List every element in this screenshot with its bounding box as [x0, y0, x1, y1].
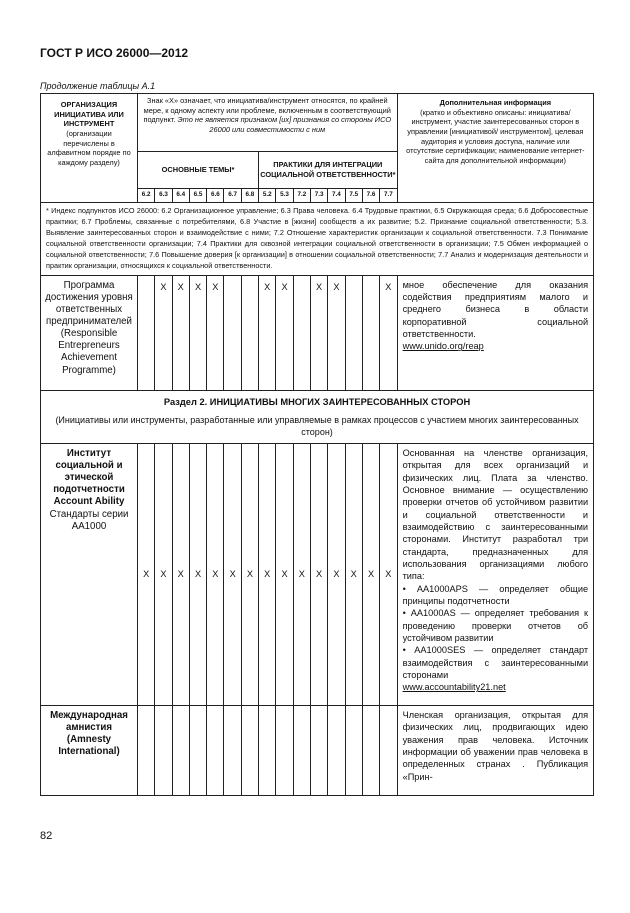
- subclause-code: 7.6: [362, 189, 379, 203]
- subclause-code: 6.4: [172, 189, 189, 203]
- x-mark-cell: [276, 705, 293, 795]
- x-mark-cell: [207, 705, 224, 795]
- x-mark-cell: X: [189, 443, 206, 705]
- section-2-header: [41, 390, 594, 443]
- x-mark-cell: X: [138, 443, 155, 705]
- x-mark-note: [138, 94, 398, 152]
- additional-info-reap: [397, 275, 594, 390]
- x-mark-cell: [293, 705, 310, 795]
- website-link[interactable]: www.unido.org/reap: [402, 341, 484, 352]
- bullet-item: • АА1000SES — определяет стандарт взаимодействия с заинтересованными сторонами: [402, 645, 589, 680]
- subclause-code: 7.3: [310, 189, 327, 203]
- initiatives-table: [40, 93, 594, 796]
- x-mark-cell: X: [241, 443, 258, 705]
- additional-info-accountability: [397, 443, 594, 705]
- x-mark-cell: [224, 705, 241, 795]
- org-name-bold: Институт социальной и этической подотчетности Account Ability: [53, 447, 125, 508]
- x-mark-cell: X: [276, 275, 293, 390]
- bullet-item: • АА1000AS — определяет требования к проведению проверки отчетов об устойчивом развитии: [402, 608, 589, 643]
- x-mark-cell: X: [224, 443, 241, 705]
- x-mark-cell: [345, 275, 362, 390]
- subclause-code: 6.5: [189, 189, 206, 203]
- x-mark-cell: X: [259, 275, 276, 390]
- practices-header: ПРАКТИКИ ДЛЯ ИНТЕГРАЦИИ СОЦИАЛЬНОЙ ОТВЕТСТВЕННОСТИ*: [259, 152, 398, 189]
- subclause-code: 7.5: [345, 189, 362, 203]
- additional-info-amnesty: [397, 705, 594, 795]
- x-mark-cell: X: [207, 443, 224, 705]
- x-note-italic: Это не является признаком [их] признания со стороны ИСО 26000 или совместимости с ним: [177, 115, 392, 134]
- x-mark-cell: [189, 705, 206, 795]
- x-mark-cell: X: [328, 275, 345, 390]
- subclause-code: 6.3: [155, 189, 172, 203]
- subclause-code: 7.7: [380, 189, 397, 203]
- core-themes-header: ОСНОВНЫЕ ТЕМЫ*: [138, 152, 259, 189]
- org-column-header: [41, 94, 138, 203]
- org-name-amnesty: Международная амнистия (Amnesty International): [41, 705, 138, 795]
- subclause-code: 5.2: [259, 189, 276, 203]
- subclause-code: 6.2: [138, 189, 155, 203]
- x-mark-cell: [345, 705, 362, 795]
- subclause-footnote: * Индекс подпунктов ИСО 26000: 6.2 Организационное управление; 6.3 Права человека. 6.4 Трудовые практики, 6.5 Окружающая среда; 6.6 Добросовестные практики; 6.7 Проблемы, связанные с потребителями, 6.8 Участие в [жизни] сообществ а их развитие; 5.2. Признание социальной ответственности; 5.3. Выявление заинтересованных сторон и взаимодействие с ними; 7.2 Отношение характеристик организации к социальной ответственности. 7.3 Понимание социальной ответственности организации; 7.4 Практики для сквозной интеграции социальной ответственности в организации; 7.5 Обмен информацией о социальной ответственности; 7.6 Повышение доверия [к организации] в отношении социальной ответственности; 7.7 Анализ и модернизация деятельности и практик организации, относящихся к социальной ответственности.: [41, 203, 594, 276]
- additional-info-title: Дополнительная информация: [439, 98, 552, 107]
- subclause-code: 7.4: [328, 189, 345, 203]
- x-mark-cell: X: [155, 275, 172, 390]
- x-mark-cell: X: [172, 443, 189, 705]
- x-mark-cell: [310, 705, 327, 795]
- table-continuation-caption: Продолжение таблицы А.1: [40, 81, 156, 91]
- org-name-reap: Программа достижения уровня ответственных предпринимателей (Responsible Entrepreneurs Achievement Programme): [41, 275, 138, 390]
- x-mark-cell: [328, 705, 345, 795]
- info-text: мное обеспечение для оказания содействия предприятиям малого и среднего бизнеса в области корпоративной социальной ответственности.: [402, 279, 589, 339]
- x-mark-cell: X: [362, 443, 379, 705]
- subclause-code: 6.7: [224, 189, 241, 203]
- additional-info-text: (кратко и объективно описаны: инициатива/инструмент, участие заинтересованных сторон в управлении [инициативой/ инструментом], целевая аудитория и условия доступа, наличие или отсутствие сертификации; наименование интернет-сайта для дополнительной информации): [406, 107, 585, 165]
- subclause-code: 6.6: [207, 189, 224, 203]
- subclause-code: 6.8: [241, 189, 258, 203]
- x-mark-cell: [172, 705, 189, 795]
- x-mark-cell: X: [310, 275, 327, 390]
- subclause-code: 7.2: [293, 189, 310, 203]
- x-mark-cell: X: [259, 443, 276, 705]
- info-text: Членская организация, открытая для физических лиц, продвигающих идею уважения прав человека. Источник информации об уважении прав человека в определенных странах . Публикация «Прин-: [402, 709, 589, 782]
- x-mark-cell: [362, 705, 379, 795]
- document-header: ГОСТ Р ИСО 26000—2012: [40, 46, 189, 60]
- section-2-subtitle: (Инициативы или инструменты, разработанные или управляемые в рамках процессов с участием многих заинтересованных сторон): [55, 414, 579, 437]
- website-link[interactable]: www.accountability21.net: [402, 682, 506, 693]
- x-mark-cell: [138, 705, 155, 795]
- x-mark-cell: [362, 275, 379, 390]
- org-name-standards: Стандарты серии АА1000: [49, 508, 129, 532]
- x-mark-cell: [241, 705, 258, 795]
- x-mark-cell: X: [276, 443, 293, 705]
- x-mark-cell: [138, 275, 155, 390]
- x-mark-cell: X: [172, 275, 189, 390]
- org-column-title: ОРГАНИЗАЦИЯ ИНИЦИАТИВА ИЛИ ИНСТРУМЕНТ: [54, 100, 124, 129]
- x-mark-cell: X: [380, 443, 397, 705]
- x-mark-cell: X: [345, 443, 362, 705]
- x-mark-cell: [293, 275, 310, 390]
- subclause-code: 5.3: [276, 189, 293, 203]
- x-mark-cell: [155, 705, 172, 795]
- x-mark-cell: [241, 275, 258, 390]
- x-mark-cell: X: [380, 275, 397, 390]
- x-mark-cell: X: [310, 443, 327, 705]
- x-mark-cell: X: [328, 443, 345, 705]
- x-mark-cell: X: [293, 443, 310, 705]
- org-name-accountability: [41, 443, 138, 705]
- x-mark-cell: [224, 275, 241, 390]
- bullet-item: • АА1000APS — определяет общие принципы подотчетности: [402, 583, 589, 606]
- info-text: Основанная на членстве организация, открытая для всех организаций и физических лиц. Плата за членство. Основное внимание — осуществлению проверки отчетов об устойчивом развитии и социальной ответственности и взаимодействию с заинтересованными сторонами. Институт разработал три стандарта, предназначенных для использования организациями любого типа:: [402, 447, 589, 582]
- page-number: 82: [40, 830, 53, 842]
- x-mark-cell: X: [155, 443, 172, 705]
- x-note-text: Знак «X» означает, что инициатива/инструмент относятся, по крайней мере, к одному аспекту или проблеме, включенным в соответствующий подпункт.: [143, 96, 391, 125]
- x-mark-cell: X: [189, 275, 206, 390]
- additional-info-header: [397, 94, 594, 203]
- org-column-note: (организации перечислены в алфавитном порядке по каждому разделу): [47, 128, 131, 167]
- section-2-title: Раздел 2. ИНИЦИАТИВЫ МНОГИХ ЗАИНТЕРЕСОВАННЫХ СТОРОН: [163, 396, 471, 407]
- x-mark-cell: X: [207, 275, 224, 390]
- x-mark-cell: [259, 705, 276, 795]
- x-mark-cell: [380, 705, 397, 795]
